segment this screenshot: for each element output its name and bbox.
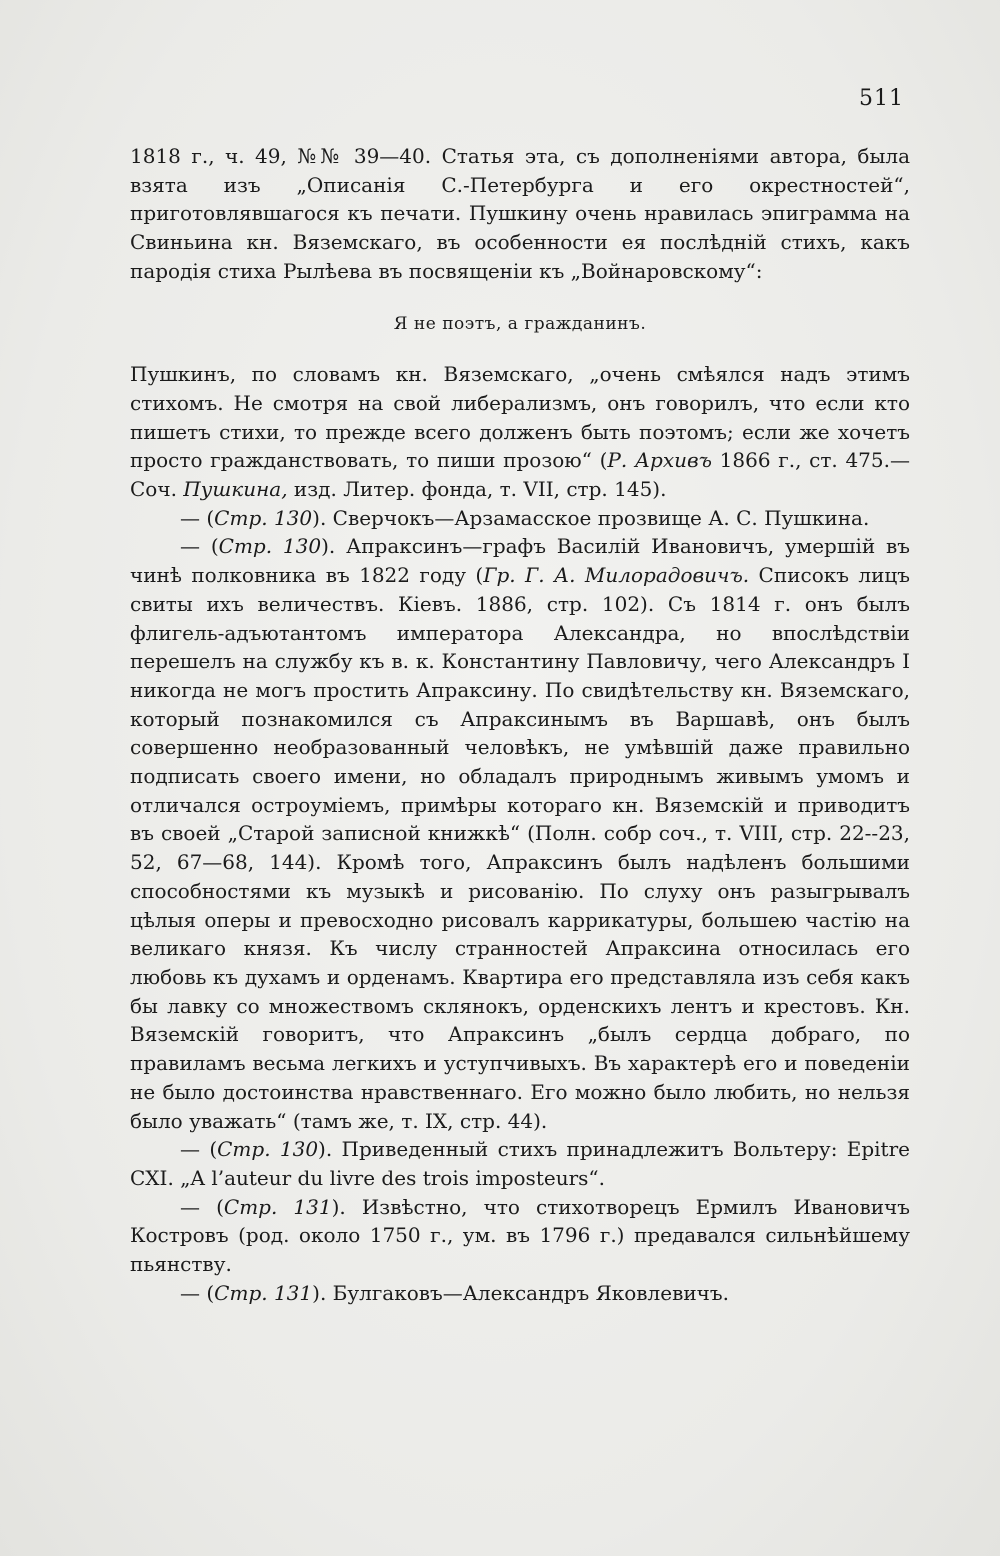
page-reference: Стр. 131: [223, 1194, 332, 1219]
note-bulgakov: [130, 1279, 910, 1308]
note-apraksin: [130, 532, 910, 1135]
source-citation-miloradovich: Гр. Г. А. Милорадовичъ.: [483, 563, 750, 588]
paragraph-pushkin: [130, 360, 910, 504]
paragraph-pushkin-text-3: изд. Литер. фонда, т. VII, стр. 145).: [287, 477, 667, 502]
note-dash: — (: [180, 1194, 224, 1219]
paragraph-pushkin-text-1: Пушкинъ, по словамъ кн. Вяземскаго, „очень смѣялся надъ этимъ стихомъ. Не смотря на свой либерализмъ, онъ говорилъ, что если кто пишетъ стихи, то прежде всего долженъ быть поэтомъ; если же хочетъ просто гражданствовать, то пиши прозою“ (: [130, 362, 910, 473]
note-dash: — (: [180, 1280, 215, 1305]
page-reference: Стр. 131: [214, 1280, 313, 1305]
source-citation-pushkin: Пушкина,: [183, 477, 288, 502]
note-dash: — (: [180, 1137, 218, 1162]
paragraph-pushkin-text-2: 1866 г., ст. 475.— Соч.: [130, 448, 910, 502]
note-dash: — (: [180, 534, 219, 559]
note-sverchok: [130, 504, 910, 533]
note-dash: — (: [180, 505, 215, 530]
page-body: [130, 142, 910, 1307]
note-text-1: ). Апраксинъ—графъ Василій Ивановичъ, умершій въ чинѣ полковника въ 1822 году (: [130, 534, 910, 588]
page-reference: Стр. 130: [218, 534, 322, 559]
note-voltaire: [130, 1135, 910, 1192]
note-kostrov: [130, 1193, 910, 1279]
note-text: ). Булгаковъ—Александръ Яковлевичъ.: [312, 1280, 729, 1305]
page-number: 511: [859, 86, 904, 111]
source-citation-archive: Р. Архивъ: [607, 448, 712, 473]
page-reference: Стр. 130: [214, 505, 313, 530]
verse-quote: Я не поэтъ, а гражданинъ.: [393, 313, 647, 334]
note-text: ). Сверчокъ—Арзамасское прозвище А. С. Пушкина.: [312, 505, 870, 530]
page-reference: Стр. 130: [217, 1137, 319, 1162]
note-text: ). Приведенный стихъ принадлежитъ Вольтеру: Epitre CXI. „A l’auteur du livre des trois imposteurs“.: [130, 1137, 910, 1190]
paragraph-intro: 1818 г., ч. 49, №№ 39—40. Статья эта, съ дополненіями автора, была взята изъ „Описанія С.-Петербурга и его окрестностей“, приготовлявшагося къ печати. Пушкину очень нравилась эпиграмма на Свиньина кн. Вяземскаго, въ особенности ея послѣдній стихъ, какъ пародія стиха Рылѣева въ посвященіи къ „Войнаровскому“:: [130, 144, 910, 283]
note-text-2: Списокъ лицъ свиты ихъ величествъ. Кіевъ. 1886, стр. 102). Съ 1814 г. онъ былъ флигель-адъютантомъ императора Александра, но впослѣдствіи перешелъ на службу къ в. к. Константину Павловичу, чего Александръ I никогда не могъ простить Апраксину. По свидѣтельству кн. Вяземскаго, который познакомился съ Апраксинымъ въ Варшавѣ, онъ былъ совершенно необразованный человѣкъ, не умѣвшій даже правильно подписать своего имени, но обладалъ природнымъ живымъ умомъ и отличался остроуміемъ, примѣры котораго кн. Вяземскій и приводитъ въ своей „Старой записной книжкѣ“ (Полн. собр соч., т. VIII, стр. 22--23, 52, 67—68, 144). Кромѣ того, Апраксинъ былъ надѣленъ большими способностями къ музыкѣ и рисованію. По слуху онъ разыгрывалъ цѣлыя оперы и превосходно рисовалъ каррикатуры, большею частію на великаго князя. Къ числу странностей Апраксина относилась его любовь къ духамъ и орденамъ. Квартира его представляла изъ себя какъ бы лавку со множествомъ склянокъ, орденскихъ лентъ и крестовъ. Кн. Вяземскій говоритъ, что Апраксинъ „былъ сердца добраго, по правиламъ весьма легкихъ и уступчивыхъ. Въ характерѣ его и поведеніи не было достоинства нравственнаго. Его можно было любить, но нельзя было уважать“ (тамъ же, т. IX, стр. 44).: [130, 563, 911, 1133]
note-text: ). Извѣстно, что стихотворецъ Ермилъ Ивановичъ Костровъ (род. около 1750 г., ум. въ 1796 г.) предавался сильнѣйшему пьянству.: [130, 1194, 910, 1277]
